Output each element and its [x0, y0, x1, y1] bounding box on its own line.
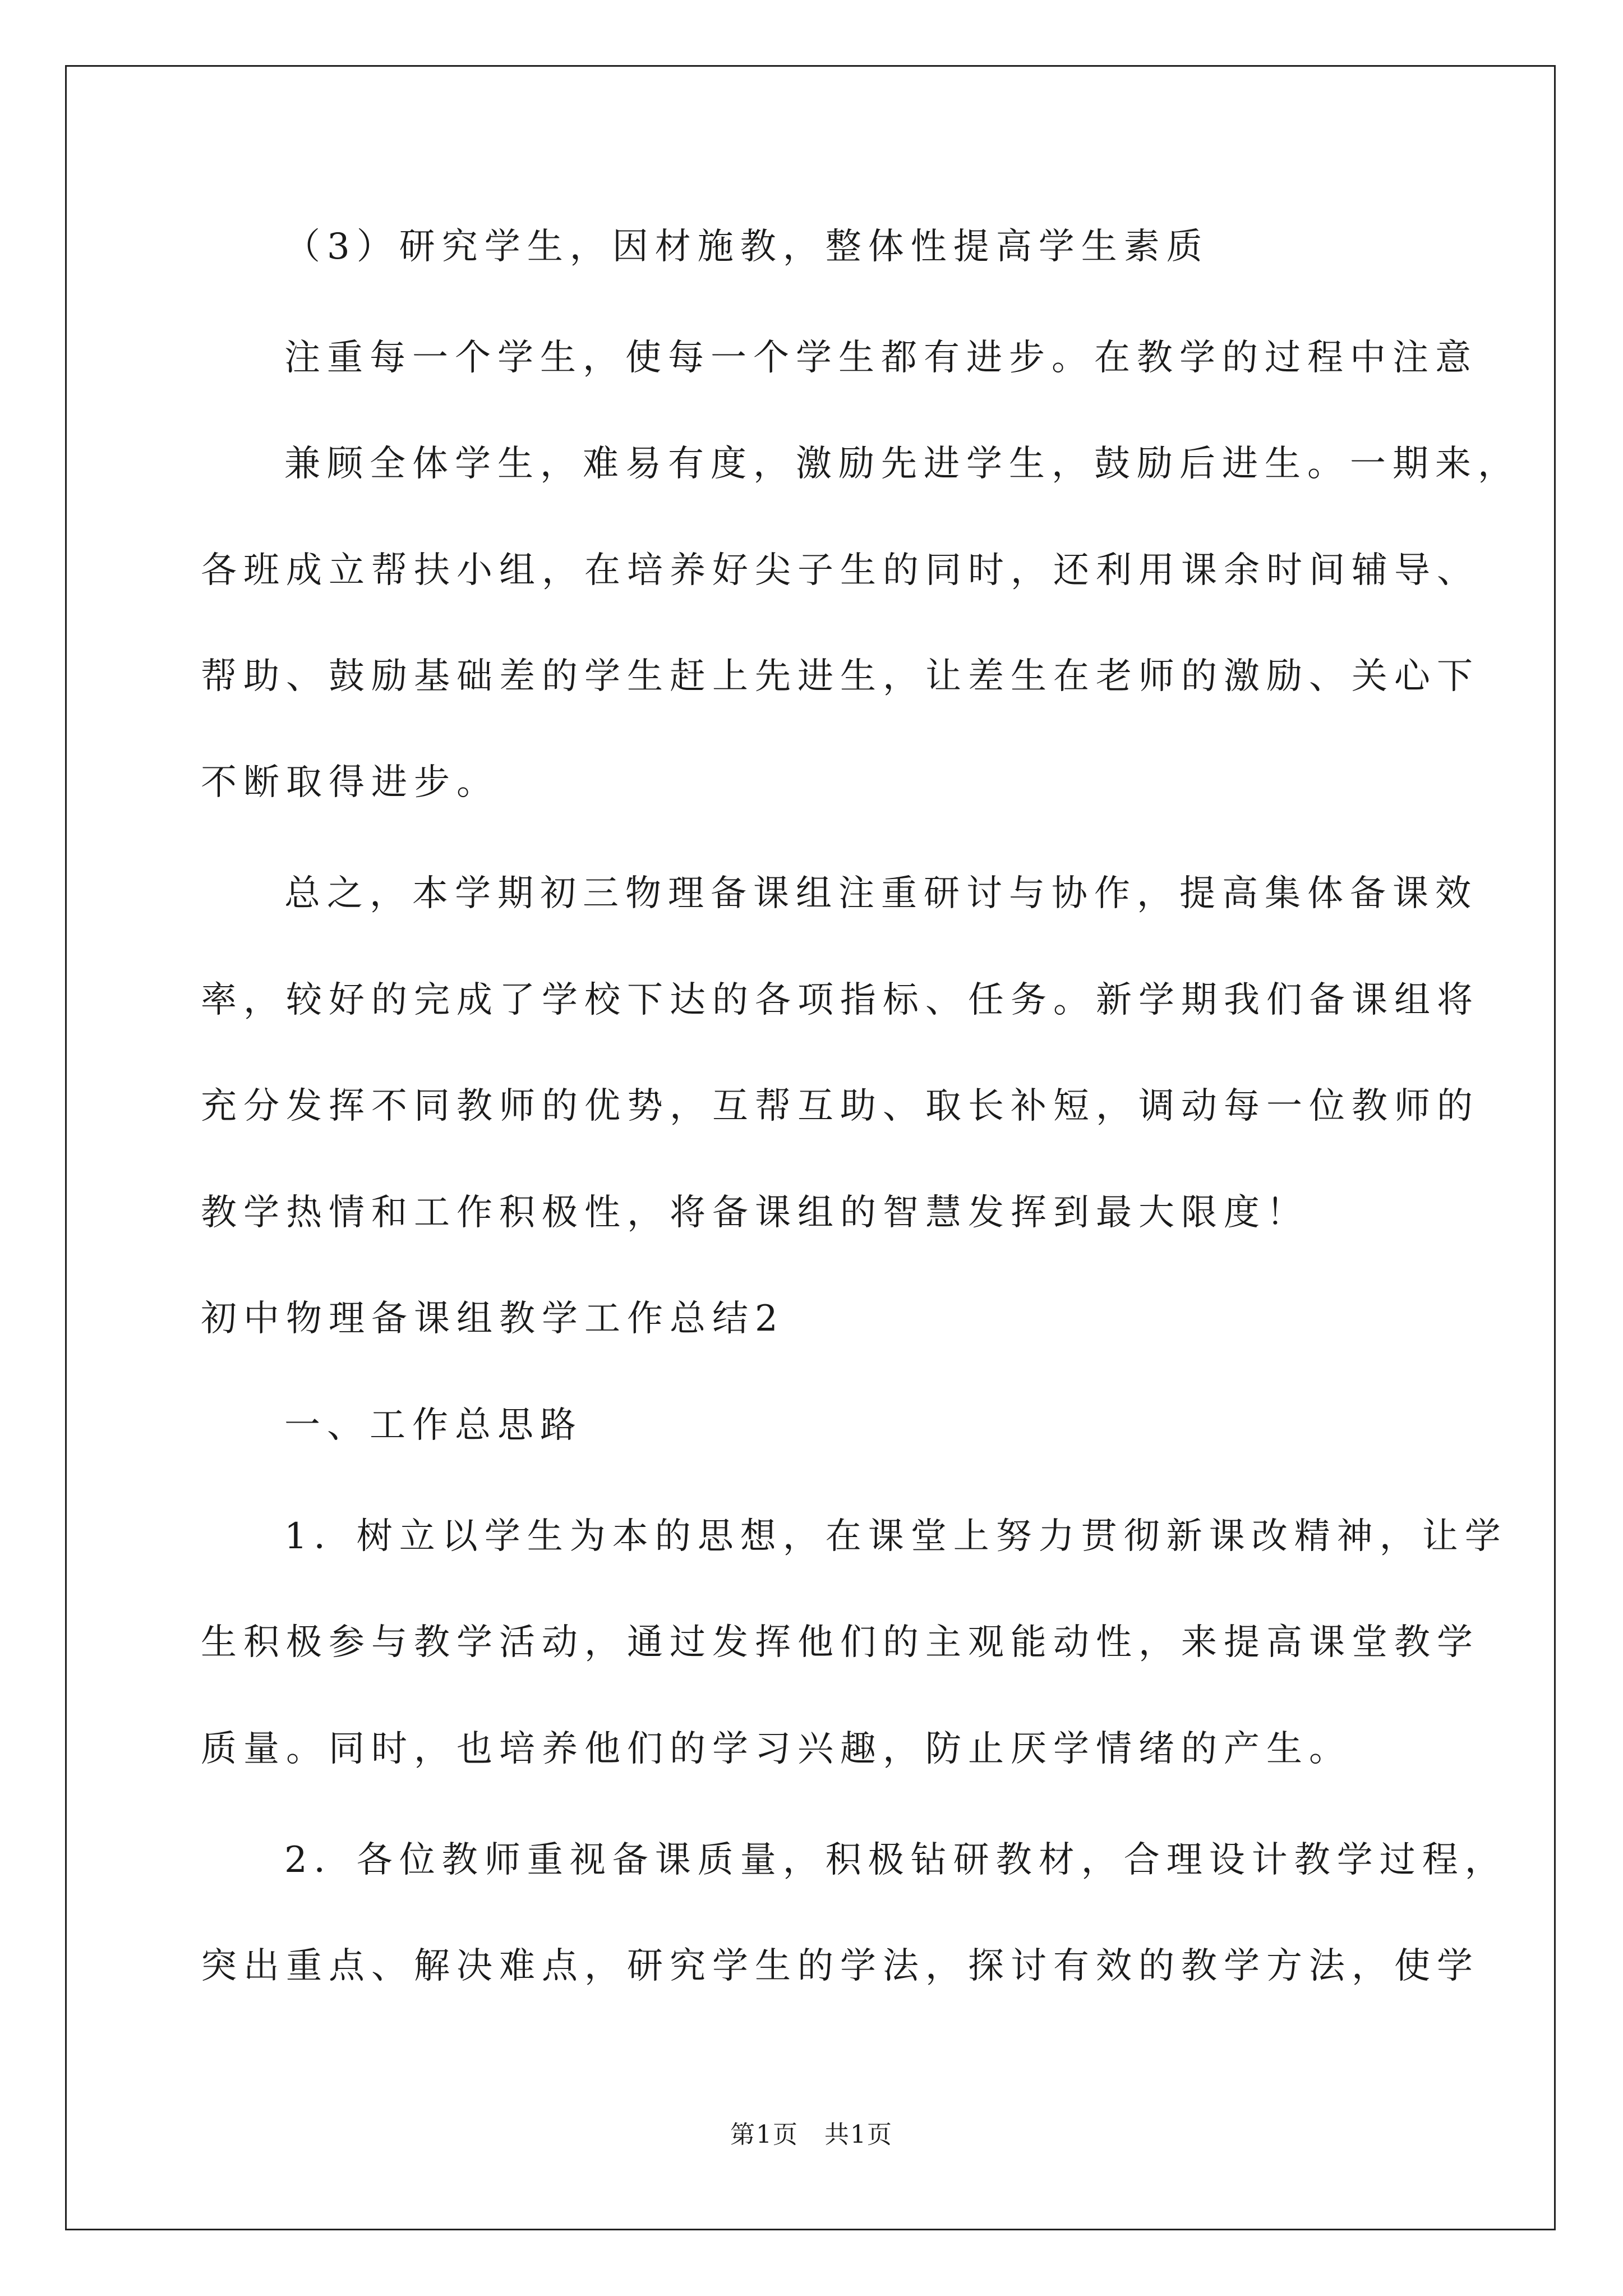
paragraph-line: 1．树立以学生为本的思想，在课堂上努力贯彻新课改精神，让学	[284, 1516, 1507, 1557]
document-title: 初中物理备课组教学工作总结2	[201, 1298, 785, 1340]
page-border	[65, 65, 1556, 2230]
paragraph-line: 帮助、鼓励基础差的学生赶上先进生，让差生在老师的激励、关心下	[201, 656, 1479, 697]
paragraph-line: 不断取得进步。	[201, 762, 499, 803]
paragraph-line: 生积极参与教学活动，通过发挥他们的主观能动性，来提高课堂教学	[201, 1622, 1479, 1663]
paragraph-line: 质量。同时，也培养他们的学习兴趣，防止厌学情绪的产生。	[201, 1728, 1352, 1770]
paragraph-line: 率，较好的完成了学校下达的各项指标、任务。新学期我们备课组将	[201, 979, 1479, 1021]
paragraph-line: 注重每一个学生，使每一个学生都有进步。在教学的过程中注意	[284, 337, 1478, 379]
paragraph-line: 兼顾全体学生，难易有度，激励先进学生，鼓励后进生。一期来，	[284, 443, 1520, 485]
paragraph-line: 2．各位教师重视备课质量，积极钻研教材，合理设计教学过程，	[284, 1839, 1507, 1881]
paragraph-line: 教学热情和工作积极性，将备课组的智慧发挥到最大限度！	[201, 1192, 1309, 1234]
page-footer: 第1页 共1页	[730, 2120, 893, 2149]
section-heading-line: 一、工作总思路	[284, 1405, 583, 1446]
paragraph-line: 突出重点、解决难点，研究学生的学法，探讨有效的教学方法，使学	[201, 1945, 1479, 1987]
section-heading-line: （3）研究学生，因材施教，整体性提高学生素质	[284, 226, 1209, 268]
paragraph-line: 各班成立帮扶小组，在培养好尖子生的同时，还利用课余时间辅导、	[201, 550, 1479, 591]
paragraph-line: 充分发挥不同教师的优势，互帮互助、取长补短，调动每一位教师的	[201, 1085, 1479, 1127]
paragraph-line: 总之，本学期初三物理备课组注重研讨与协作，提高集体备课效	[284, 873, 1478, 914]
